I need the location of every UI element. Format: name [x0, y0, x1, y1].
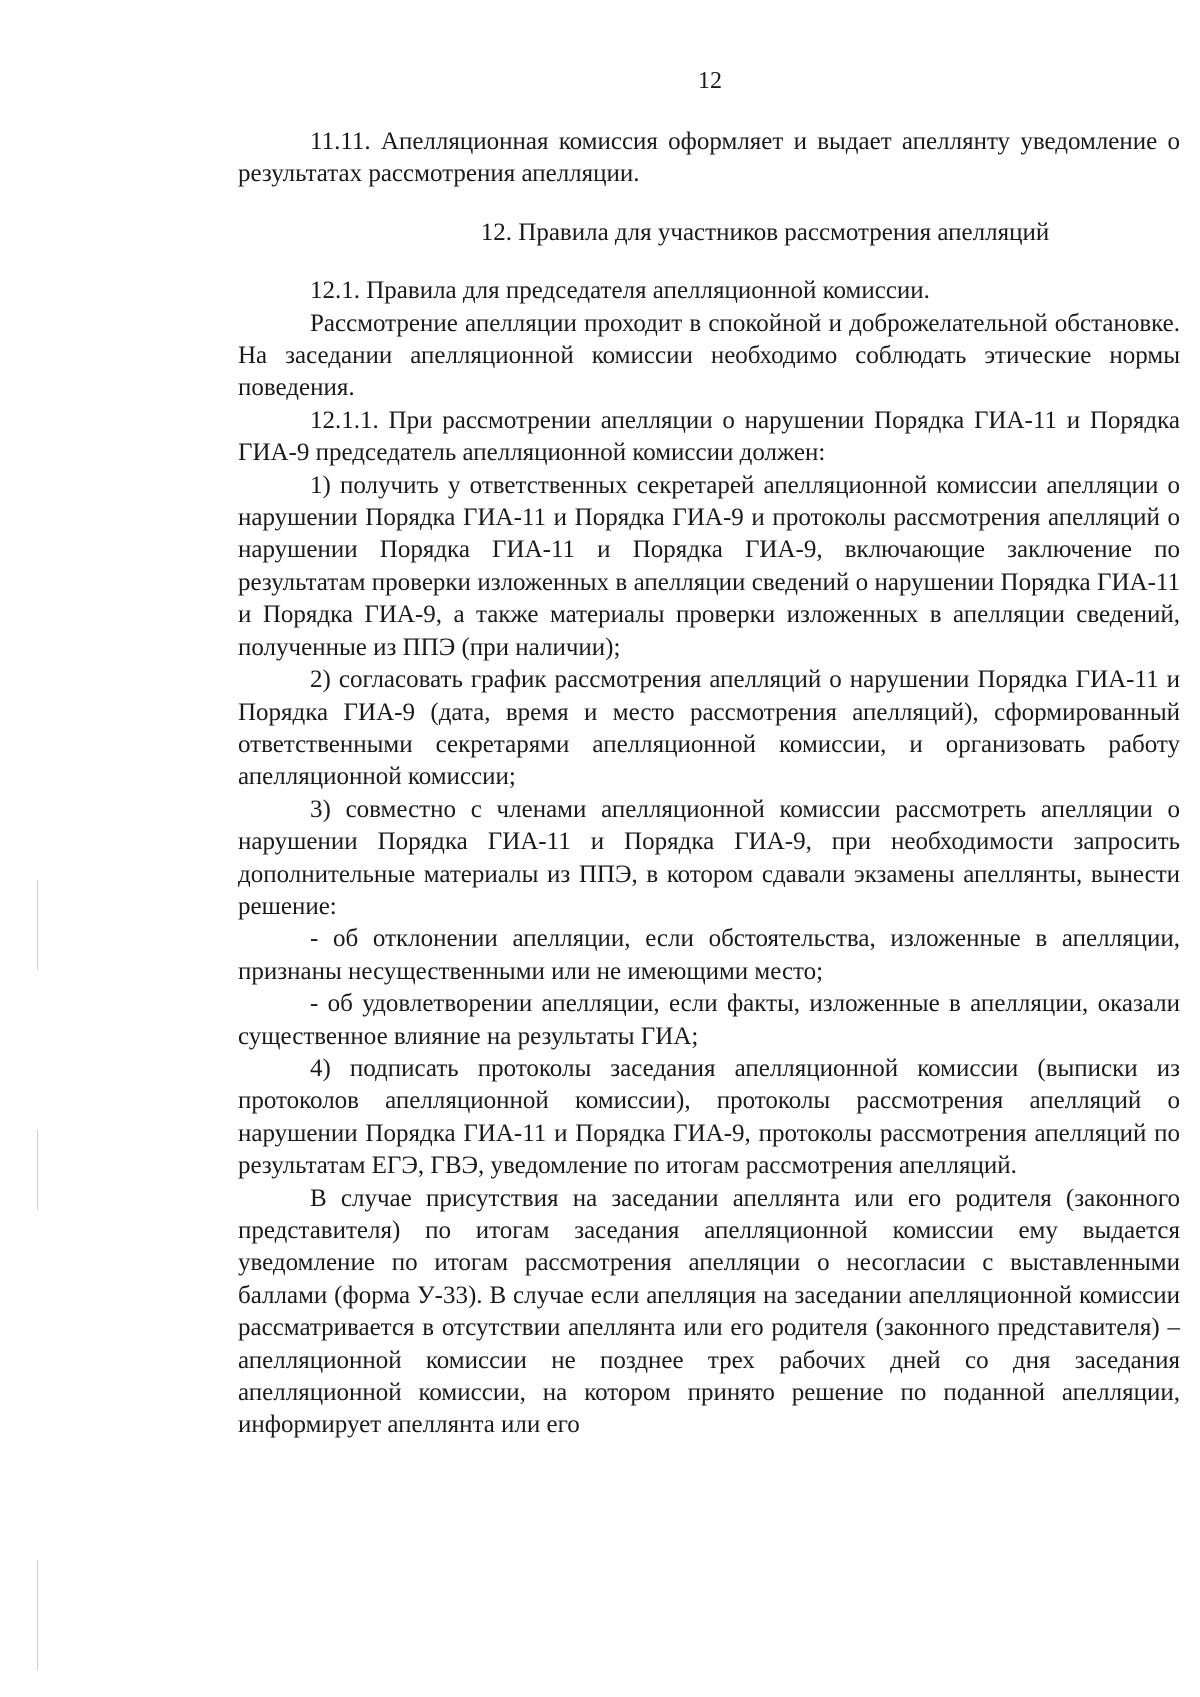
list-item-2: 2) согласовать график рассмотрения апелляций о нарушении Порядка ГИА-11 и Порядка ГИА-9 (дата, время и место рассмотрения апелляций), сформированный ответственными секретарями апелляционной комиссии, и организовать работу апелляционной комиссии; — [238, 666, 1180, 791]
scan-artifact-line — [37, 1130, 38, 1210]
section-heading-12: 12. Правила для участников рассмотрения апелляций — [480, 218, 1050, 246]
paragraph-12-1-1: 12.1.1. При рассмотрении апелляции о нарушении Порядка ГИА-11 и Порядка ГИА-9 председатель апелляционной комиссии должен: — [238, 406, 1180, 467]
paragraph-notification: В случае присутствия на заседании апеллянта или его родителя (законного представителя) по итогам заседания апелляционной комиссии ему выдается уведомление по итогам рассмотрения апелляции о несогласии с выставленными баллами (форма У-33). В случае если апелляция на заседании апелляционной комиссии рассматривается в отсутствии апеллянта или его родителя (законного представителя) – апелляционной комиссии не позднее трех рабочих дней со дня заседания апелляционной комиссии, на котором принято решение по поданной апелляции, информирует апеллянта или его — [238, 1184, 1180, 1439]
list-item-3: 3) совместно с членами апелляционной комиссии рассмотреть апелляции о нарушении Порядка ГИА-11 и Порядка ГИА-9, при необходимости запросить дополнительные материалы из ППЭ, в котором сдавали экзамены апеллянты, вынести решение: — [238, 795, 1180, 920]
list-subitem-reject: - об отклонении апелляции, если обстоятельства, изложенные в апелляции, признаны несущественными или не имеющими место; — [238, 925, 1180, 985]
list-subitem-satisfy: - об удовлетворении апелляции, если факты, изложенные в апелляции, оказали существенное влияние на результаты ГИА; — [238, 990, 1180, 1050]
scan-artifact-line — [37, 1560, 38, 1670]
list-item-4: 4) подписать протоколы заседания апелляционной комиссии (выписки из протоколов апелляционной комиссии), протоколы рассмотрения апелляций о нарушении Порядка ГИА-11 и Порядка ГИА-9, протоколы рассмотрения апелляций по результатам ЕГЭ, ГВЭ, уведомление по итогам рассмотрения апелляций. — [238, 1054, 1180, 1180]
paragraph-atmosphere: Рассмотрение апелляции проходит в спокойной и доброжелательной обстановке. На заседании апелляционной комиссии необходимо соблюдать этические нормы поведения. — [238, 309, 1180, 402]
paragraph-12-1: 12.1. Правила для председателя апелляционной комиссии. — [310, 277, 930, 305]
document-body — [238, 126, 1180, 1442]
scan-artifact-line — [37, 880, 38, 970]
page-number: 12 — [698, 68, 722, 94]
paragraph-11-11: 11.11. Апелляционная комиссия оформляет и выдает апеллянту уведомление о результатах рассмотрения апелляции. — [238, 128, 1180, 188]
list-item-1: 1) получить у ответственных секретарей апелляционной комиссии апелляции о нарушении Порядка ГИА-11 и Порядка ГИА-9 и протоколы рассмотрения апелляций о нарушении Порядка ГИА-11 и Порядка ГИА-9, включающие заключение по результатам проверки изложенных в апелляции сведений о нарушении Порядка ГИА-11 и Порядка ГИА-9, а также материалы проверки изложенных в апелляции сведений, полученные из ППЭ (при наличии); — [238, 471, 1180, 661]
